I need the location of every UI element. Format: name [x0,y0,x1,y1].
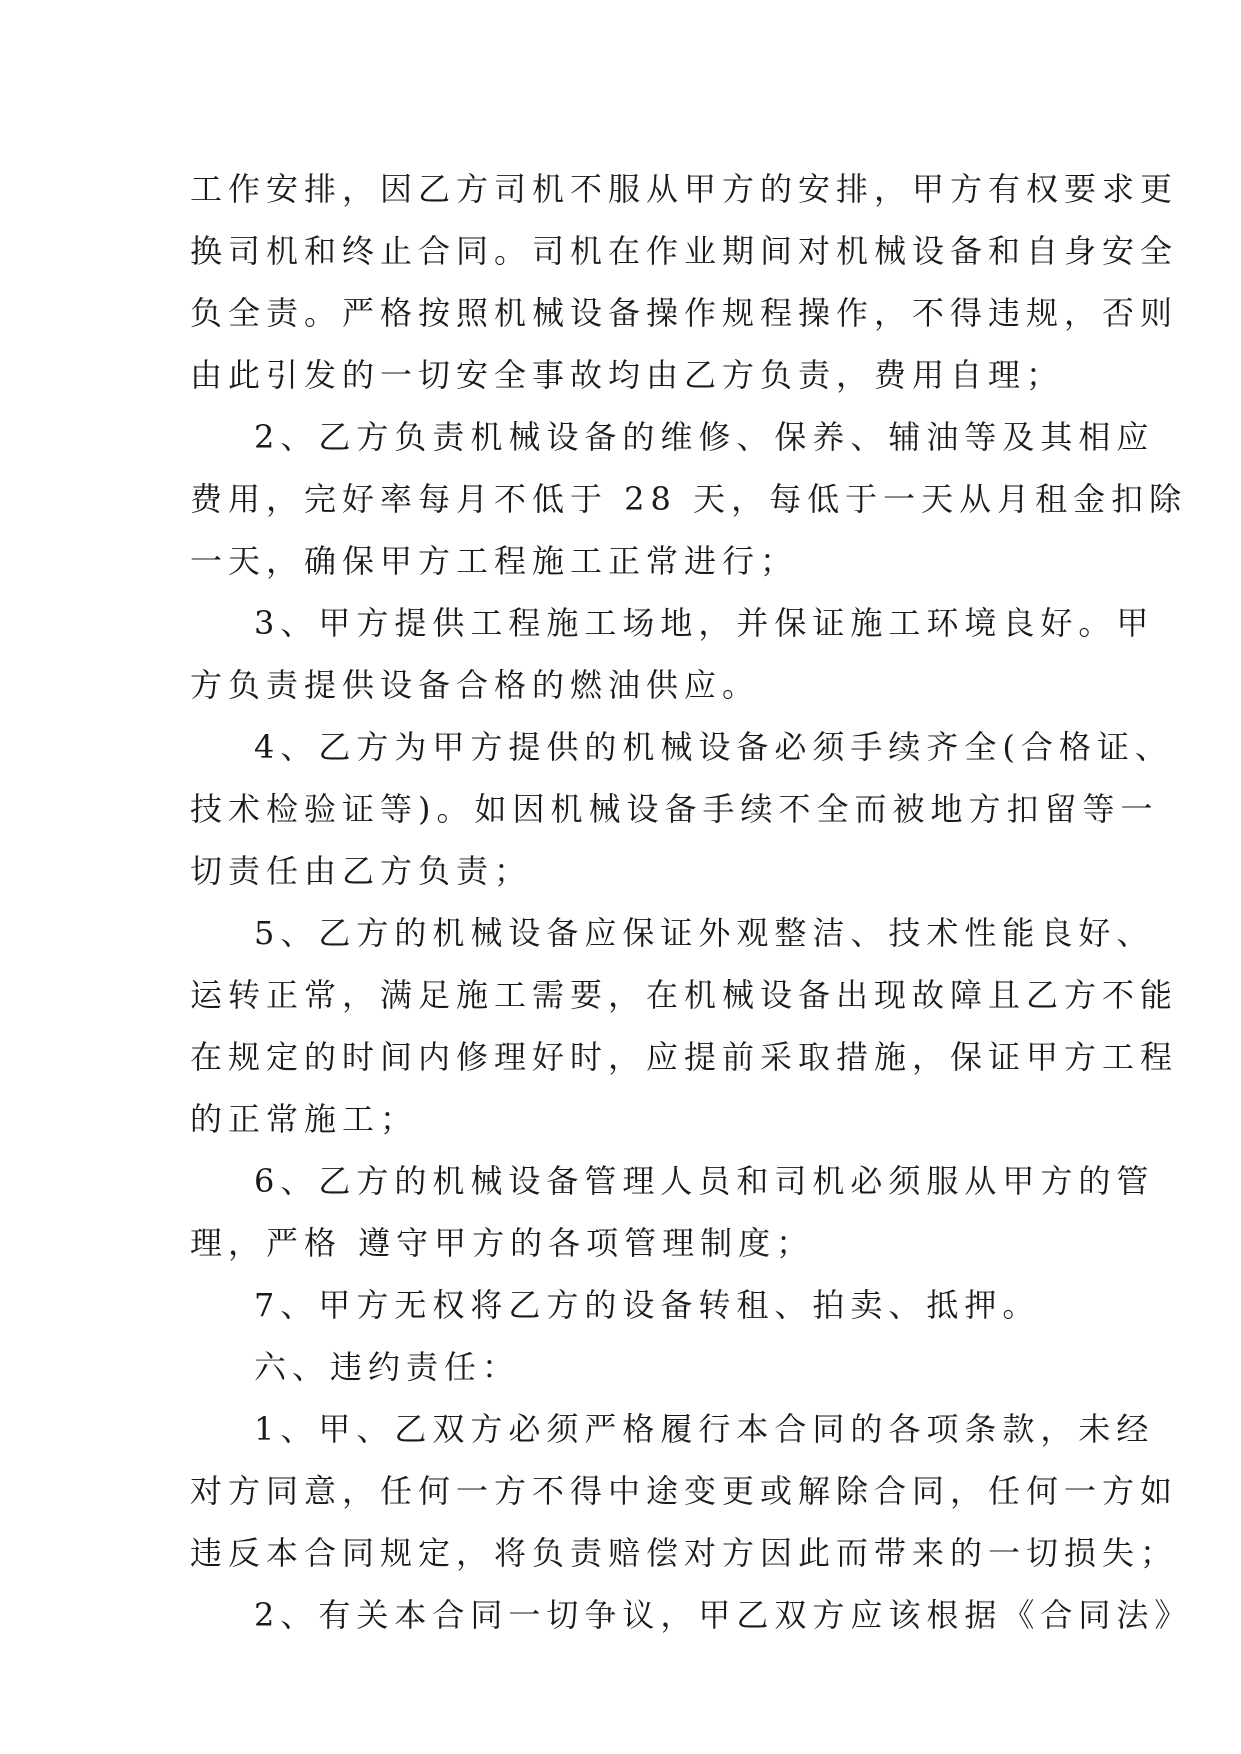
text-line: 负全责。严格按照机械设备操作规程操作，不得违规，否则 [190,294,1179,332]
section-heading: 六、违约责任： [254,1348,521,1386]
text-line: 一天，确保甲方工程施工正常进行； [190,542,799,580]
text-line: 理，严格 遵守甲方的各项管理制度； [190,1224,815,1262]
clause-3-line: 3、甲方提供工程施工场地，并保证施工环境良好。甲 [254,604,1155,642]
text-line: 换司机和终止合同。司机在作业期间对机械设备和自身安全 [190,232,1179,270]
text-line: 在规定的时间内修理好时，应提前采取措施，保证甲方工程 [190,1038,1179,1076]
liability-clause-2-line: 2、有关本合同一切争议，甲乙双方应该根据《合同法》 [254,1596,1193,1634]
text-line: 的正常施工； [190,1100,419,1138]
clause-2-line: 2、乙方负责机械设备的维修、保养、辅油等及其相应 [254,418,1155,456]
clause-6-line: 6、乙方的机械设备管理人员和司机必须服从甲方的管 [254,1162,1155,1200]
text-line: 工作安排，因乙方司机不服从甲方的安排，甲方有权要求更 [190,170,1179,208]
contract-body [190,158,1193,1646]
text-line: 违反本合同规定，将负责赔偿对方因此而带来的一切损失； [190,1534,1179,1572]
text-line: 由此引发的一切安全事故均由乙方负责，费用自理； [190,356,1065,394]
clause-5-line: 5、乙方的机械设备应保证外观整洁、技术性能良好、 [254,914,1155,952]
liability-clause-1-line: 1、甲、乙双方必须严格履行本合同的各项条款，未经 [254,1410,1155,1448]
text-line: 费用，完好率每月不低于 28 天，每低于一天从月租金扣除 [190,480,1188,518]
clause-7-line: 7、甲方无权将乙方的设备转租、拍卖、抵押。 [254,1286,1041,1324]
text-line: 切责任由乙方负责； [190,852,533,890]
text-line: 方负责提供设备合格的燃油供应。 [190,666,761,704]
text-line: 对方同意，任何一方不得中途变更或解除合同，任何一方如 [190,1472,1179,1510]
clause-4-line: 4、乙方为甲方提供的机械设备必须手续齐全(合格证、 [254,728,1173,766]
text-line: 运转正常，满足施工需要，在机械设备出现故障且乙方不能 [190,976,1179,1014]
text-line: 技术检验证等)。如因机械设备手续不全而被地方扣留等一 [190,790,1159,828]
